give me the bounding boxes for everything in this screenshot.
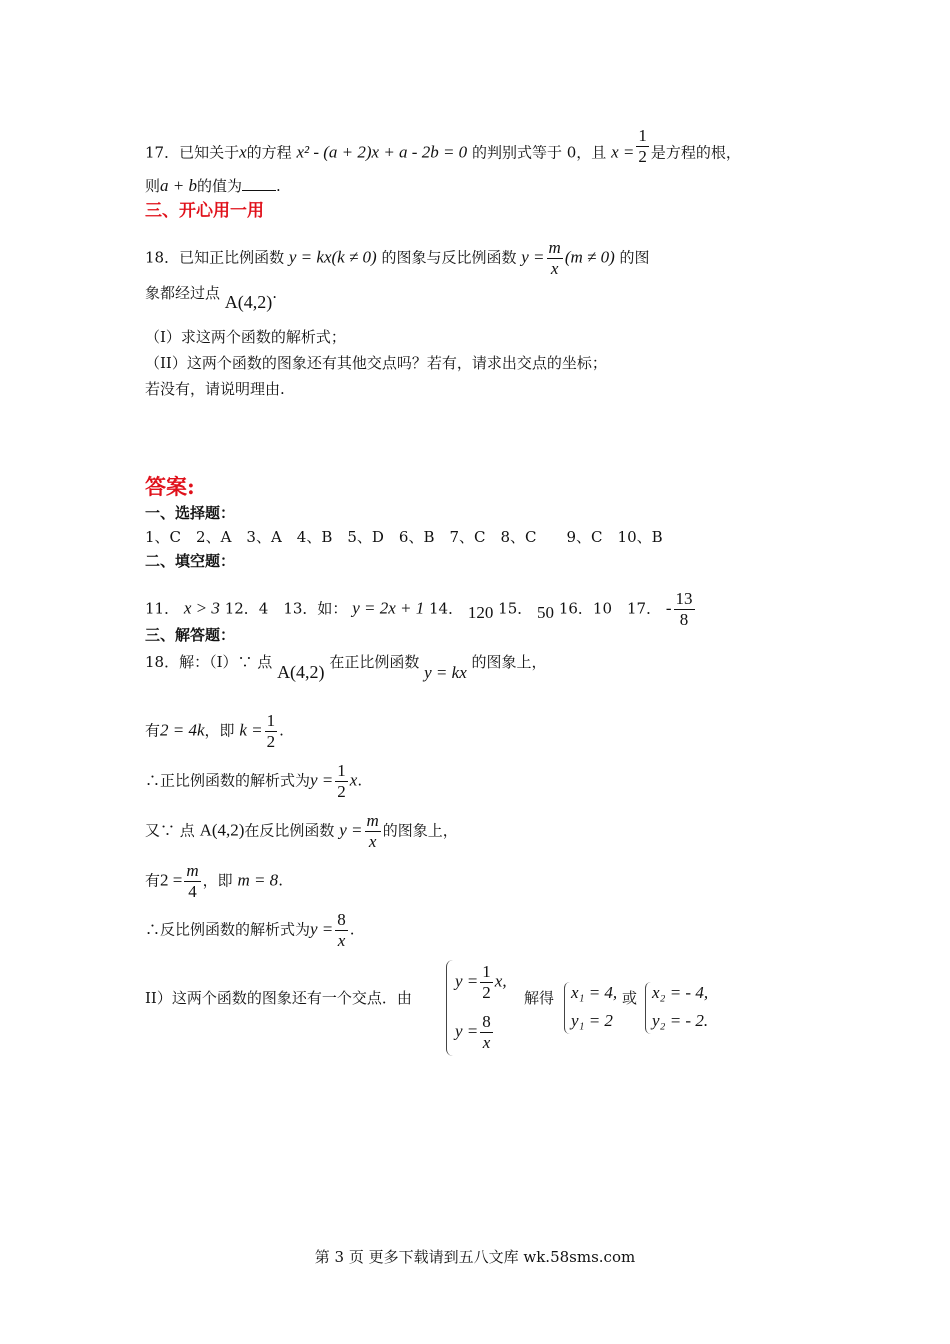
math-function: y = kx(k ≠ 0): [288, 247, 377, 267]
denominator: 2: [482, 983, 491, 1002]
answer-label: 16．10 17．: [558, 599, 662, 618]
q18-line2: [145, 282, 278, 312]
q17-root: x =: [611, 142, 635, 162]
answer-15: 50: [537, 602, 555, 622]
q17-line1: [145, 126, 741, 167]
answer-label: 14．: [429, 599, 464, 618]
solution-text: 的图象上，: [471, 653, 547, 671]
solution-brace-1: [564, 982, 570, 1034]
q18-sub1: （I）求这两个函数的解析式；: [145, 328, 346, 346]
q17-text: 的值为: [197, 177, 243, 195]
answer-14: 120: [467, 602, 494, 622]
math-condition: (m ≠ 0): [564, 247, 615, 267]
q17-text: .: [276, 177, 281, 195]
system-eq1: [455, 962, 507, 1003]
solution-brace-2: [645, 982, 651, 1034]
fraction: [365, 811, 381, 852]
solution-text: 有: [145, 721, 161, 740]
fraction: [335, 910, 348, 951]
numerator: m: [186, 861, 199, 880]
numerator: m: [548, 238, 561, 257]
fraction: [480, 962, 493, 1003]
solution-line4: [145, 811, 458, 852]
answer-label: 12．4 13．如：: [224, 599, 348, 618]
solution-line2: [145, 711, 284, 752]
fraction: [636, 126, 649, 167]
q18-sub2: （II）这两个函数的图象还有其他交点吗？若有，请求出交点的坐标；: [145, 354, 607, 372]
solution-text: ∴正比例函数的解析式为: [145, 771, 311, 790]
numerator: 1: [482, 962, 491, 981]
solution-text: 在正比例函数: [329, 653, 420, 671]
numerator: 8: [337, 910, 346, 929]
solution-line7-text: II）这两个函数的图象还有一个交点．由: [145, 989, 412, 1007]
solution-text: .: [357, 771, 363, 790]
math-equation: y =: [310, 770, 334, 790]
math-point: A(4,2): [224, 292, 273, 312]
math-equation: k =: [239, 720, 263, 740]
answers-choice-list: 1、C 2、A 3、A 4、B 5、D 6、B 7、C 8、C 9、C 10、B: [145, 528, 663, 546]
section-heading: 三、开心用一用: [145, 201, 264, 221]
answers-section1: 一、选择题：: [145, 504, 236, 522]
answers-section3: 三、解答题：: [145, 626, 236, 644]
numerator: 1: [266, 711, 276, 730]
denominator: x: [482, 1033, 491, 1052]
numerator: 8: [482, 1012, 491, 1031]
math-equation: y =: [455, 971, 479, 991]
solution-line5: [145, 861, 283, 902]
denominator: 4: [188, 882, 197, 901]
math-variable: x: [239, 142, 247, 162]
answer-11: x > 3: [183, 598, 220, 618]
answers-title: 答案:: [145, 474, 195, 499]
solution-text: .: [278, 871, 283, 890]
answer-13: y = 2x + 1: [352, 598, 425, 618]
answer-label: 11．: [145, 599, 180, 618]
q17-text: 则: [145, 177, 161, 195]
q18-text: 的图: [619, 248, 650, 267]
answers-fill-line: [145, 589, 697, 630]
solution-text: 在反比例函数: [244, 821, 335, 840]
answer-17-sign: -: [665, 598, 672, 618]
solution-text: 的图象上，: [382, 821, 458, 840]
denominator: x: [550, 259, 559, 278]
fraction: [480, 1012, 493, 1053]
math-variable: x: [349, 770, 358, 790]
system-eq2: [455, 1012, 495, 1053]
q18-text: .: [272, 284, 278, 302]
fraction: [265, 711, 278, 752]
math-equation: 2 = 4k: [160, 720, 205, 740]
solution-text: ，即: [202, 871, 233, 890]
solution-x2: x₂ = - 4,: [652, 983, 709, 1002]
denominator: x: [368, 832, 377, 851]
fraction: [547, 238, 563, 279]
solution-line6: [145, 910, 355, 951]
solution-text: 有: [145, 871, 161, 890]
math-equation: y =: [310, 919, 334, 939]
solution-text: .: [279, 721, 284, 740]
solution-y2: y₂ = - 2.: [652, 1011, 709, 1030]
q17-text: 是方程的根，: [650, 143, 741, 162]
fraction: [335, 761, 348, 802]
q18-sub3: 若没有，请说明理由.: [145, 380, 285, 398]
fraction: [184, 861, 200, 902]
solution-line7-solve: 解得: [524, 989, 555, 1007]
solution-text: 18．解：（I）∵ 点: [145, 653, 273, 671]
denominator: 2: [266, 732, 276, 751]
numerator: 13: [675, 589, 693, 608]
solution-text: .: [349, 920, 355, 939]
fraction: [674, 589, 695, 630]
numerator: m: [366, 811, 379, 830]
q18-text: 18．已知正比例函数: [145, 248, 285, 267]
solution-x1: x₁ = 4,: [571, 983, 618, 1002]
solution-text: 又∵ 点: [145, 821, 195, 840]
denominator: 8: [679, 610, 689, 629]
math-equation: 2 =: [160, 870, 183, 890]
solution-text: ∴反比例函数的解析式为: [145, 920, 311, 939]
math-equation: y =: [455, 1021, 479, 1041]
answer-blank: [242, 176, 276, 191]
page-footer: 第 3 页 更多下载请到五八文库 wk.58sms.com: [314, 1248, 636, 1266]
q17-text: 的方程: [246, 143, 292, 162]
q17-equation: x² - (a + 2)x + a - 2b = 0: [296, 142, 468, 162]
math-function: y =: [521, 247, 545, 267]
q18-text: 象都经过点: [145, 284, 221, 302]
q17-line2: [145, 176, 281, 196]
answers-section2: 二、填空题：: [145, 552, 236, 570]
system-brace: [446, 960, 453, 1056]
math-function: y = kx: [424, 663, 467, 682]
q17-text: 17．已知关于: [145, 143, 240, 162]
math-equation: m = 8: [237, 870, 279, 890]
denominator: 2: [638, 147, 647, 166]
solution-y1: y₁ = 2: [571, 1011, 613, 1030]
numerator: 1: [337, 761, 346, 780]
q18-text: 的图象与反比例函数: [381, 248, 517, 267]
denominator: x: [337, 931, 346, 950]
math-point: A(4,2): [199, 820, 245, 840]
math-point: A(4,2): [277, 662, 325, 682]
solution-or: 或: [622, 989, 638, 1007]
math-equation: y =: [339, 820, 363, 840]
q17-text: 的判别式等于 0，且: [471, 143, 607, 162]
solution-line1: [145, 651, 547, 682]
solution-text: ，即: [204, 721, 235, 740]
answer-label: 15．: [498, 599, 533, 618]
solution-line3: [145, 761, 362, 802]
denominator: 2: [337, 782, 346, 801]
math-variable: x,: [494, 971, 507, 991]
math-expression: a + b: [160, 176, 197, 195]
q18-line1: [145, 238, 650, 279]
numerator: 1: [638, 126, 647, 145]
